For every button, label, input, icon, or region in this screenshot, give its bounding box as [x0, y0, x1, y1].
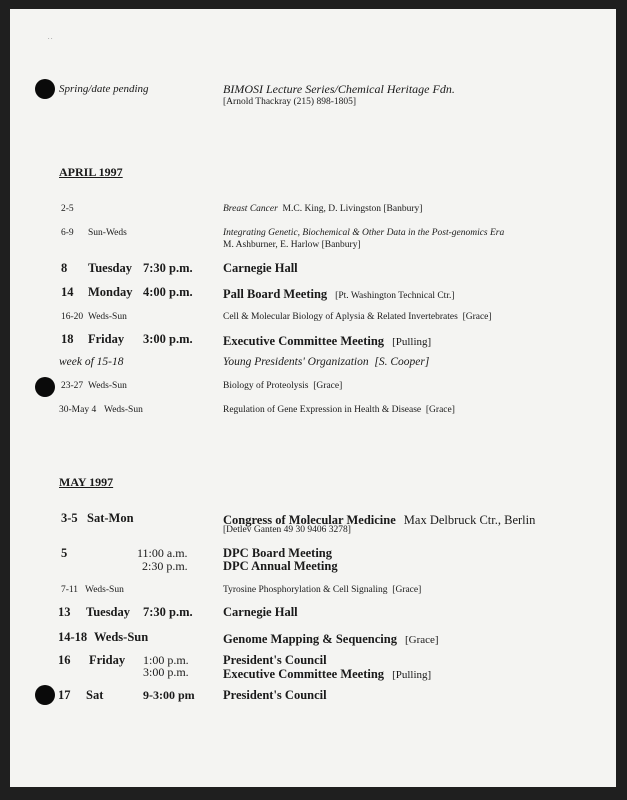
- event-detail: M. Ashburner, E. Harlow [Banbury]: [223, 240, 361, 250]
- may-row-date: 14-18: [58, 630, 88, 644]
- event-title: Cell & Molecular Biology of Aplysia & Related Invertebrates: [223, 312, 458, 322]
- april-row-date: 18: [61, 332, 74, 346]
- april-row-date: 30-May 4: [59, 405, 97, 415]
- april-row-time: 7:30 p.m.: [143, 261, 193, 275]
- april-row-days: Tuesday: [88, 261, 133, 275]
- event-detail: [Pt. Washington Technical Ctr.]: [335, 291, 455, 301]
- april-row-days: Sun-Weds: [88, 228, 127, 238]
- april-row-event-line: [223, 332, 431, 350]
- may-row-date: 5: [61, 546, 68, 560]
- april-row-event-line: [223, 285, 455, 303]
- event-detail: M.C. King, D. Livingston [Banbury]: [282, 204, 423, 214]
- event-detail: [Grace]: [392, 585, 422, 595]
- event-title: Biology of Proteolysis: [223, 381, 309, 391]
- top-event: BIMOSI Lecture Series/Chemical Heritage Fdn.: [223, 82, 455, 96]
- april-row-event-line: [223, 204, 422, 214]
- may-row-days: Tuesday: [86, 605, 131, 619]
- april-row-days: Weds-Sun: [104, 405, 143, 415]
- punch-hole-top: [35, 79, 55, 99]
- may-row-event-line: [223, 585, 421, 595]
- document-page: [10, 9, 616, 787]
- may-header: MAY 1997: [59, 475, 114, 489]
- punch-hole-middle: [35, 377, 55, 397]
- event-title: Congress of Molecular Medicine: [223, 513, 396, 527]
- event-detail: [Grace]: [404, 634, 439, 646]
- event-title: Breast Cancer: [223, 204, 278, 214]
- may-row-date: 13: [58, 605, 71, 619]
- event-title: Pall Board Meeting: [223, 287, 328, 301]
- april-row-days: Friday: [88, 332, 125, 346]
- april-row-event-line: [223, 356, 429, 368]
- event-title: President's Council: [223, 688, 327, 702]
- may-row-event-line: [223, 630, 439, 648]
- event-detail: [Grace]: [462, 312, 492, 322]
- april-row-date: 23-27: [61, 381, 84, 391]
- may-row-date: 17: [58, 688, 71, 702]
- april-header: APRIL 1997: [59, 165, 123, 179]
- may-row-date: 3-5: [61, 511, 78, 525]
- punch-hole-bottom: [35, 685, 55, 705]
- may-row-days: Weds-Sun: [94, 630, 149, 644]
- may-row-days: Sat-Mon: [87, 511, 134, 525]
- april-row-date: 14: [61, 285, 74, 299]
- event-detail: [Pulling]: [392, 669, 432, 681]
- april-row-date: 16-20: [61, 312, 84, 322]
- april-row-date: week of 15-18: [59, 356, 124, 368]
- top-contact: [Arnold Thackray (215) 898-1805]: [223, 97, 357, 107]
- april-row-time: 3:00 p.m.: [143, 332, 193, 346]
- april-row-days: Monday: [88, 285, 133, 299]
- may-row-days: Sat: [86, 688, 104, 702]
- event-title: Tyrosine Phosphorylation & Cell Signaling: [223, 585, 388, 595]
- may-row-time: 11:00 a.m.: [137, 546, 188, 560]
- may-row-time: 7:30 p.m.: [143, 605, 193, 619]
- may-row-time: 9-3:00 pm: [143, 688, 195, 702]
- event-title: Carnegie Hall: [223, 261, 298, 275]
- may-row-days: Friday: [89, 653, 126, 667]
- event-title: Young Presidents' Organization: [223, 356, 369, 368]
- april-row-date: 6-9: [61, 228, 74, 238]
- april-row-days: Weds-Sun: [88, 381, 127, 391]
- april-row-date: 2-5: [61, 204, 74, 214]
- may-row-event-line: [223, 665, 431, 683]
- april-row-days: Weds-Sun: [88, 312, 127, 322]
- event-detail: [Pulling]: [392, 336, 432, 348]
- event-title: DPC Board Meeting: [223, 546, 333, 560]
- event-detail: Max Delbruck Ctr., Berlin: [403, 513, 536, 527]
- top-date: Spring/date pending: [59, 83, 149, 95]
- stray-marks: . .: [48, 35, 53, 41]
- may-row-time2: 2:30 p.m.: [142, 559, 188, 573]
- event-title: Regulation of Gene Expression in Health & Disease: [223, 405, 422, 415]
- event-title: President's Council: [223, 653, 327, 667]
- event-title-2: DPC Annual Meeting: [223, 559, 338, 573]
- may-row-date: 7-11: [61, 585, 79, 595]
- event-title: Carnegie Hall: [223, 605, 298, 619]
- event-detail: [Grace]: [313, 381, 343, 391]
- event-title: Genome Mapping & Sequencing: [223, 632, 397, 646]
- event-sub: [Detlev Ganten 49 30 9406 3278]: [223, 525, 351, 535]
- may-row-date: 16: [58, 653, 71, 667]
- april-row-event-line: [223, 405, 455, 415]
- event-title: Executive Committee Meeting: [223, 334, 385, 348]
- event-title-2: Executive Committee Meeting: [223, 667, 385, 681]
- may-row-time: 1:00 p.m.: [143, 653, 189, 667]
- may-row-time2: 3:00 p.m.: [143, 665, 189, 679]
- april-row-event-line: [223, 312, 492, 322]
- may-row-days: Weds-Sun: [85, 585, 124, 595]
- event-title: Integrating Genetic, Biochemical & Other Data in the Post-genomics Era: [223, 228, 505, 238]
- april-row-date: 8: [61, 261, 68, 275]
- event-detail: [S. Cooper]: [374, 356, 430, 368]
- event-detail: [Grace]: [425, 405, 455, 415]
- april-row-event-line: [223, 381, 342, 391]
- april-row-time: 4:00 p.m.: [143, 285, 193, 299]
